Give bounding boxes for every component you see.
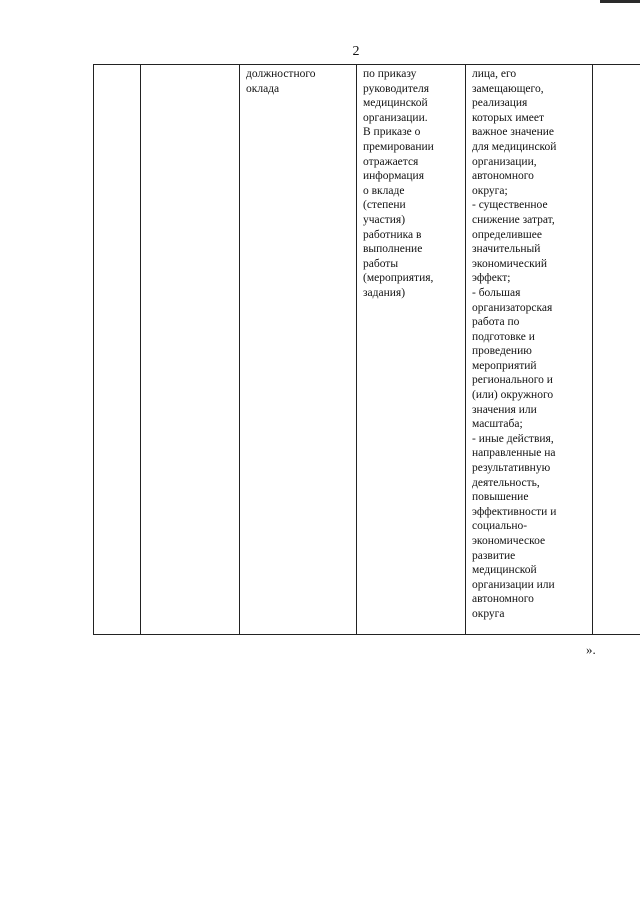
scan-corner-mark [600,0,640,3]
table-cell-col1 [94,65,141,635]
table-cell-col2 [141,65,240,635]
page-number: 2 [352,44,360,59]
table-cell-col5 [466,65,593,635]
cell-text-col4: по приказу руководителя медицинской организации. В приказе о премировании отражается информация о вкладе (степени участия) работника в выполнение работы (мероприятия, задания) [363,68,434,299]
document-table [93,64,640,635]
table-row [94,65,640,635]
cell-text-col3: должностного оклада [246,68,316,95]
table-cell-col3 [240,65,357,635]
table-cell-col6 [593,65,640,635]
closing-quote: ». [586,642,596,657]
table-cell-col4 [357,65,466,635]
cell-text-col5: лица, его замещающего, реализация которых имеет важное значение для медицинской организации, автономного округа; - существенное снижение затрат, определившее значительный экономический эффект; - большая организаторская работа по подготовке и проведению мероприятий регионального и (или) окружного значения или масштаба; - иные действия, направленные на результативную деятельность, повышение эффективности и социально- экономическое развитие медицинской организации или автономного округа [472,68,557,620]
